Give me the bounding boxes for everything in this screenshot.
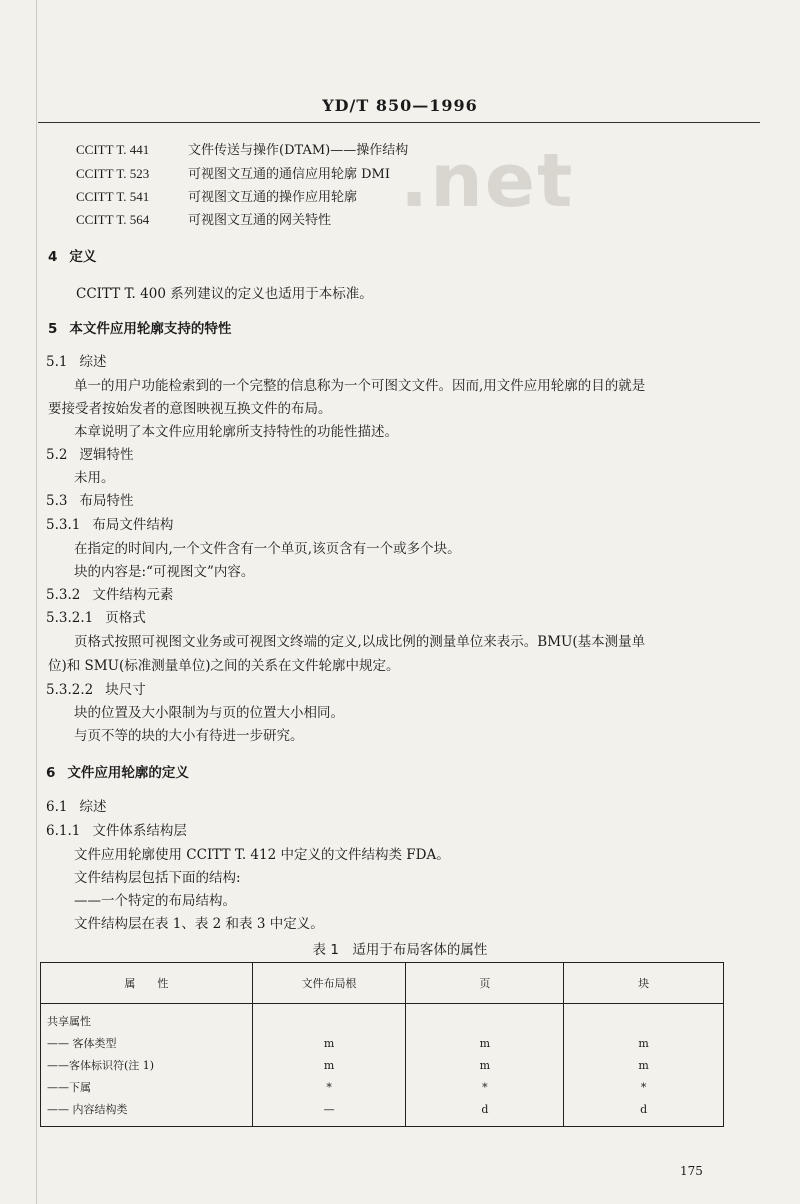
paragraph: CCITT T. 400 系列建议的定义也适用于本标准。 [76, 286, 373, 302]
table-header-cell: 块 [564, 963, 724, 1004]
table-header-cell: 属 性 [41, 963, 253, 1004]
subsection-heading [46, 606, 146, 626]
subsection-heading [46, 443, 133, 463]
section-title: 综述 [79, 354, 107, 370]
table-cell [252, 1004, 406, 1033]
section-number: 6.1.1 [46, 823, 81, 839]
table-cell: —— 客体类型 [41, 1032, 253, 1054]
subsection-heading [46, 583, 173, 603]
table-row [41, 1054, 724, 1076]
section-title: 文件应用轮廓的定义 [67, 765, 189, 781]
paragraph: 未用。 [74, 470, 115, 486]
table-cell: d [406, 1098, 564, 1127]
reference-item [76, 209, 331, 228]
table-caption: 表 1 适用于布局客体的属性 [312, 942, 488, 958]
paragraph: 位)和 SMU(标准测量单位)之间的关系在文件轮廓中规定。 [48, 658, 400, 674]
section-title: 文件结构元素 [92, 587, 174, 603]
page-number: 175 [680, 1164, 703, 1178]
table-header-cell: 文件布局根 [252, 963, 406, 1004]
table-cell: * [252, 1076, 406, 1098]
paragraph: 块的位置及大小限制为与页的位置大小相同。 [74, 705, 344, 721]
table-row [41, 1076, 724, 1098]
section-number: 5.3.2.2 [46, 682, 94, 698]
reference-desc: 可视图文互通的操作应用轮廓 [188, 190, 358, 205]
section-number: 5.3 [46, 493, 68, 509]
subsection-heading [46, 489, 133, 509]
subsection-heading [46, 819, 187, 839]
table-cell: m [252, 1054, 406, 1076]
section-number: 6 [46, 765, 56, 781]
paragraph: 文件应用轮廓使用 CCITT T. 412 中定义的文件结构类 FDA。 [74, 847, 450, 863]
paragraph: 文件结构层在表 1、表 2 和表 3 中定义。 [74, 916, 324, 932]
paragraph: 本章说明了本文件应用轮廓所支持特性的功能性描述。 [74, 424, 398, 440]
section-title: 布局特性 [79, 493, 134, 509]
section-heading [48, 245, 96, 265]
page-header: YD/T 850—1996 [322, 96, 478, 115]
section-title: 块尺寸 [105, 682, 146, 698]
section-number: 6.1 [46, 799, 68, 815]
section-title: 定义 [69, 249, 97, 265]
paragraph: 在指定的时间内,一个文件含有一个单页,该页含有一个或多个块。 [74, 541, 461, 557]
section-number: 5.3.1 [46, 517, 81, 533]
table-header-cell: 页 [406, 963, 564, 1004]
subsection-heading [46, 513, 173, 533]
section-number: 5 [48, 321, 58, 337]
table-cell: * [640, 1080, 647, 1094]
reference-desc: 文件传送与操作(DTAM)——操作结构 [188, 143, 409, 158]
section-title: 页格式 [105, 610, 146, 626]
table-cell: ——客体标识符(注 1) [41, 1054, 253, 1076]
table-cell: ——下属 [41, 1076, 253, 1098]
section-title: 综述 [79, 799, 107, 815]
reference-desc: 可视图文互通的网关特性 [188, 213, 332, 228]
section-number: 5.1 [46, 354, 68, 370]
reference-code: CCITT T. 441 [76, 142, 150, 157]
paragraph: 要接受者按始发者的意图映视互换文件的布局。 [48, 401, 332, 417]
section-number: 5.3.2 [46, 587, 81, 603]
table-header-row [41, 963, 724, 1004]
section-heading [48, 317, 231, 337]
table-cell: * [406, 1076, 564, 1098]
section-number: 4 [48, 249, 58, 265]
paragraph: ——一个特定的布局结构。 [74, 893, 236, 909]
reference-code: CCITT T. 523 [76, 166, 150, 181]
section-title: 布局文件结构 [92, 517, 174, 533]
table-cell: m [638, 1058, 649, 1072]
table-cell: m [406, 1032, 564, 1054]
table-cell [406, 1004, 564, 1033]
page-margin-line [36, 0, 37, 1204]
table-cell: m [406, 1054, 564, 1076]
subsection-heading [46, 795, 106, 815]
table-cell: —— 内容结构类 [41, 1098, 253, 1127]
reference-item [76, 139, 408, 158]
section-heading [46, 761, 189, 781]
table-cell: m [252, 1032, 406, 1054]
watermark: .net [400, 138, 575, 224]
paragraph: 与页不等的块的大小有待进一步研究。 [74, 728, 304, 744]
attributes-table [40, 962, 724, 1127]
table-cell: d [640, 1102, 648, 1116]
section-number: 5.2 [46, 447, 68, 463]
reference-desc: 可视图文互通的通信应用轮廓 DMI [188, 167, 391, 182]
paragraph: 单一的用户功能检索到的一个完整的信息称为一个可图文文件。因而,用文件应用轮廓的目的就是 [74, 378, 646, 394]
section-number: 5.3.2.1 [46, 610, 94, 626]
section-title: 文件体系结构层 [92, 823, 187, 839]
section-title: 本文件应用轮廓支持的特性 [69, 321, 232, 337]
table-cell: 共享属性 [41, 1004, 253, 1033]
reference-code: CCITT T. 541 [76, 189, 150, 204]
section-title: 逻辑特性 [79, 447, 134, 463]
subsection-heading [46, 678, 146, 698]
reference-item [76, 186, 357, 205]
header-rule [38, 122, 760, 123]
paragraph: 文件结构层包括下面的结构: [74, 870, 241, 886]
table-row [41, 1032, 724, 1054]
reference-code: CCITT T. 564 [76, 212, 150, 227]
table-row [41, 1004, 724, 1033]
reference-item [76, 163, 390, 182]
subsection-heading [46, 350, 106, 370]
table-cell [564, 1004, 724, 1033]
paragraph: 块的内容是:“可视图文”内容。 [74, 564, 255, 580]
table-row [41, 1098, 724, 1127]
paragraph: 页格式按照可视图文业务或可视图文终端的定义,以成比例的测量单位来表示。BMU(基本测量单 [74, 634, 646, 650]
table-cell: m [638, 1036, 649, 1050]
table-cell: — [252, 1098, 406, 1127]
